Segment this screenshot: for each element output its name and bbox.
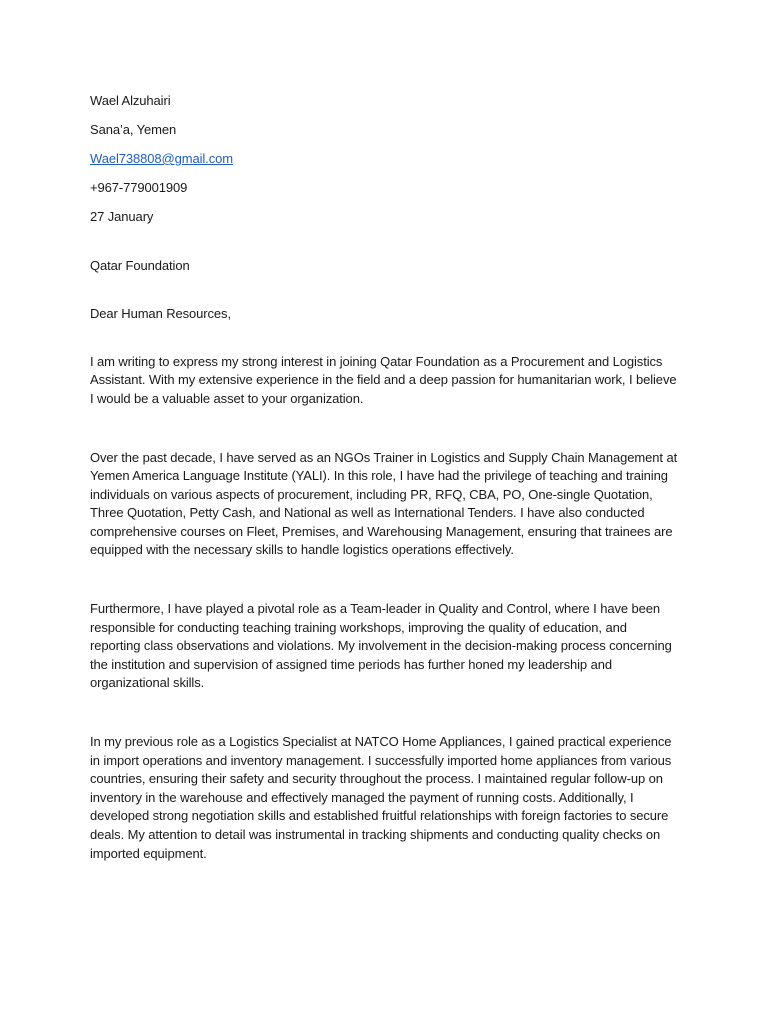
recipient-organization: Qatar Foundation (90, 257, 190, 273)
sender-email-line (90, 150, 680, 169)
body-paragraph-2: Over the past decade, I have served as an NGOs Trainer in Logistics and Supply Chain Management at Yemen America Language Institute (YALI). In this role, I have had the privilege of teaching and training individuals on various aspects of procurement, including PR, RFQ, CBA, PO, One-single Quotation, Three Quotation, Petty Cash, and National as well as International Tenders. I have also conducted comprehensive courses on Fleet, Premises, and Warehousing Management, ensuring that trainees are equipped with the necessary skills to handle logistics operations effectively. (90, 449, 678, 558)
body-paragraph-4: In my previous role as a Logistics Specialist at NATCO Home Appliances, I gained practical experience in import operations and inventory management. I successfully imported home appliances from various countries, ensuring their safety and security throughout the process. I maintained regular follow-up on inventory in the warehouse and effectively managed the payment of running costs. Additionally, I developed strong negotiation skills and established fruitful relationships with foreign factories to secure deals. My attention to detail was instrumental in tracking shipments and conducting quality checks on imported equipment. (90, 734, 672, 861)
cover-letter (90, 92, 680, 863)
sender-email-link[interactable]: Wael738808@gmail.com (90, 150, 233, 166)
sender-location: Sana’a, Yemen (90, 121, 177, 137)
body-paragraph-1: I am writing to express my strong interest in joining Qatar Foundation as a Procurement and Logistics Assistant. With my extensive experience in the field and a deep passion for humanitarian work, I believe I would be a valuable asset to your organization. (90, 353, 677, 406)
salutation: Dear Human Resources, (90, 306, 231, 322)
sender-phone: +967-779001909 (90, 179, 188, 195)
sender-name: Wael Alzuhairi (90, 93, 171, 108)
letter-date: 27 January (90, 208, 154, 224)
body-paragraph-3: Furthermore, I have played a pivotal role as a Team-leader in Quality and Control, where I have been responsible for conducting teaching training workshops, improving the quality of education, and reporting class observations and violations. My involvement in the decision-making process concerning the institution and supervision of assigned time periods has further honed my leadership and organizational skills. (90, 601, 672, 691)
